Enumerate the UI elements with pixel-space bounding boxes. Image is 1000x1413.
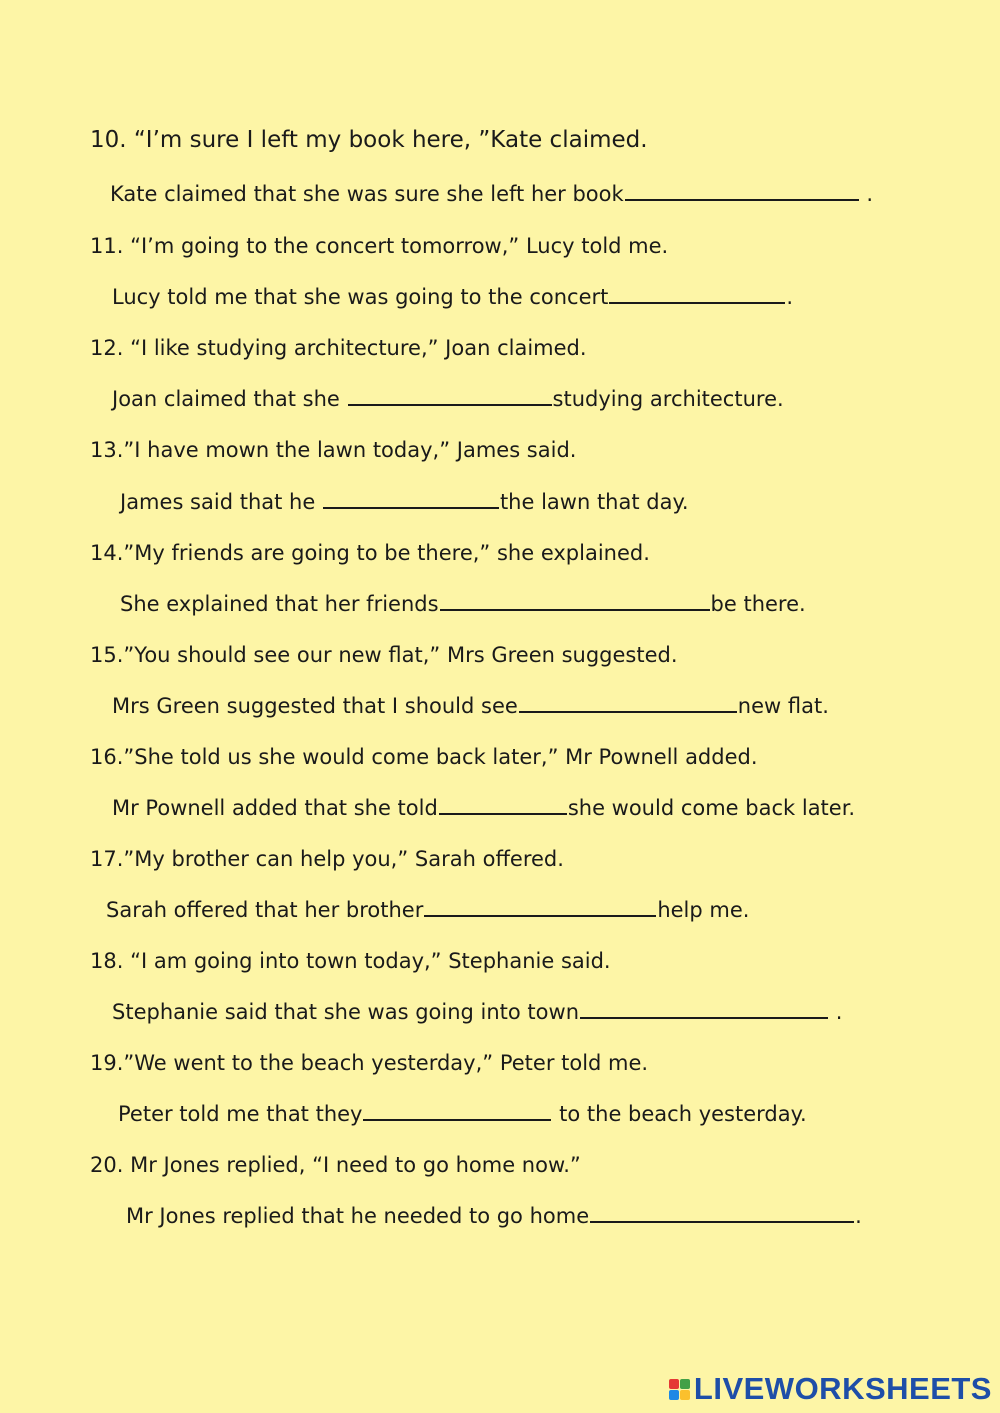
logo-square-red [669, 1379, 679, 1389]
question-17: 17.”My brother can help you,” Sarah offered. [90, 847, 564, 871]
answer-19 [118, 1100, 807, 1128]
answer-12-blank[interactable] [348, 386, 552, 406]
answer-11 [112, 283, 793, 311]
answer-11-blank[interactable] [609, 284, 785, 304]
answer-10-text: Kate claimed that she was sure she left her book [110, 182, 624, 206]
question-12: 12. “I like studying architecture,” Joan claimed. [90, 336, 587, 360]
logo-square-yellow [680, 1390, 690, 1400]
answer-20-text: Mr Jones replied that he needed to go home [126, 1204, 590, 1228]
answer-14 [120, 590, 806, 618]
answer-13-text: James said that he [120, 490, 322, 514]
answer-17-text: Sarah offered that her brother [106, 898, 424, 922]
answer-18-end: . [829, 1000, 843, 1024]
answer-15-text: Mrs Green suggested that I should see [112, 694, 518, 718]
answer-10-end: . [859, 182, 874, 206]
answer-15-blank[interactable] [519, 693, 737, 713]
answer-19-blank[interactable] [363, 1101, 551, 1121]
question-10: 10. “I’m sure I left my book here, ”Kate claimed. [90, 127, 648, 153]
answer-14-text: She explained that her friends [120, 592, 439, 616]
answer-16 [112, 794, 855, 822]
answer-10 [110, 180, 873, 208]
answer-20-blank[interactable] [590, 1203, 854, 1223]
answer-18-text: Stephanie said that she was going into town [112, 1000, 580, 1024]
question-19: 19.”We went to the beach yesterday,” Peter told me. [90, 1051, 649, 1075]
question-18: 18. “I am going into town today,” Stephanie said. [90, 949, 611, 973]
answer-18 [112, 998, 842, 1026]
answer-15-end: new flat. [737, 694, 829, 718]
question-20: 20. Mr Jones replied, “I need to go home now.” [90, 1153, 581, 1177]
answer-20 [126, 1202, 862, 1230]
liveworksheets-logo[interactable] [669, 1371, 992, 1407]
answer-11-text: Lucy told me that she was going to the concert [112, 285, 609, 309]
logo-square-green [680, 1379, 690, 1389]
answer-12 [112, 385, 784, 413]
answer-15 [112, 692, 829, 720]
answer-19-end: to the beach yesterday. [552, 1102, 807, 1126]
answer-17 [106, 896, 749, 924]
answer-20-end: . [855, 1204, 862, 1228]
answer-18-blank[interactable] [580, 999, 828, 1019]
answer-16-text: Mr Pownell added that she told [112, 796, 438, 820]
answer-14-end: be there. [710, 592, 806, 616]
answer-11-end: . [786, 285, 794, 309]
answer-16-end: she would come back later. [567, 796, 856, 820]
answer-12-end: studying architecture. [552, 387, 784, 411]
answer-19-text: Peter told me that they [118, 1102, 363, 1126]
answer-10-blank[interactable] [625, 181, 859, 201]
question-16: 16.”She told us she would come back later,” Mr Pownell added. [90, 745, 758, 769]
answer-13-end: the lawn that day. [499, 490, 689, 514]
answer-13 [120, 488, 689, 516]
logo-square-blue [669, 1390, 679, 1400]
answer-12-text: Joan claimed that she [112, 387, 347, 411]
answer-16-blank[interactable] [439, 795, 567, 815]
answer-17-blank[interactable] [424, 897, 656, 917]
liveworksheets-mark-icon [669, 1379, 690, 1400]
question-14: 14.”My friends are going to be there,” she explained. [90, 541, 650, 565]
question-13: 13.”I have mown the lawn today,” James said. [90, 438, 577, 462]
answer-13-blank[interactable] [323, 489, 499, 509]
answer-14-blank[interactable] [440, 591, 710, 611]
answer-17-end: help me. [657, 898, 750, 922]
logo-text: LIVEWORKSHEETS [693, 1371, 992, 1406]
question-11: 11. “I’m going to the concert tomorrow,” Lucy told me. [90, 234, 669, 258]
question-15: 15.”You should see our new flat,” Mrs Green suggested. [90, 643, 678, 667]
